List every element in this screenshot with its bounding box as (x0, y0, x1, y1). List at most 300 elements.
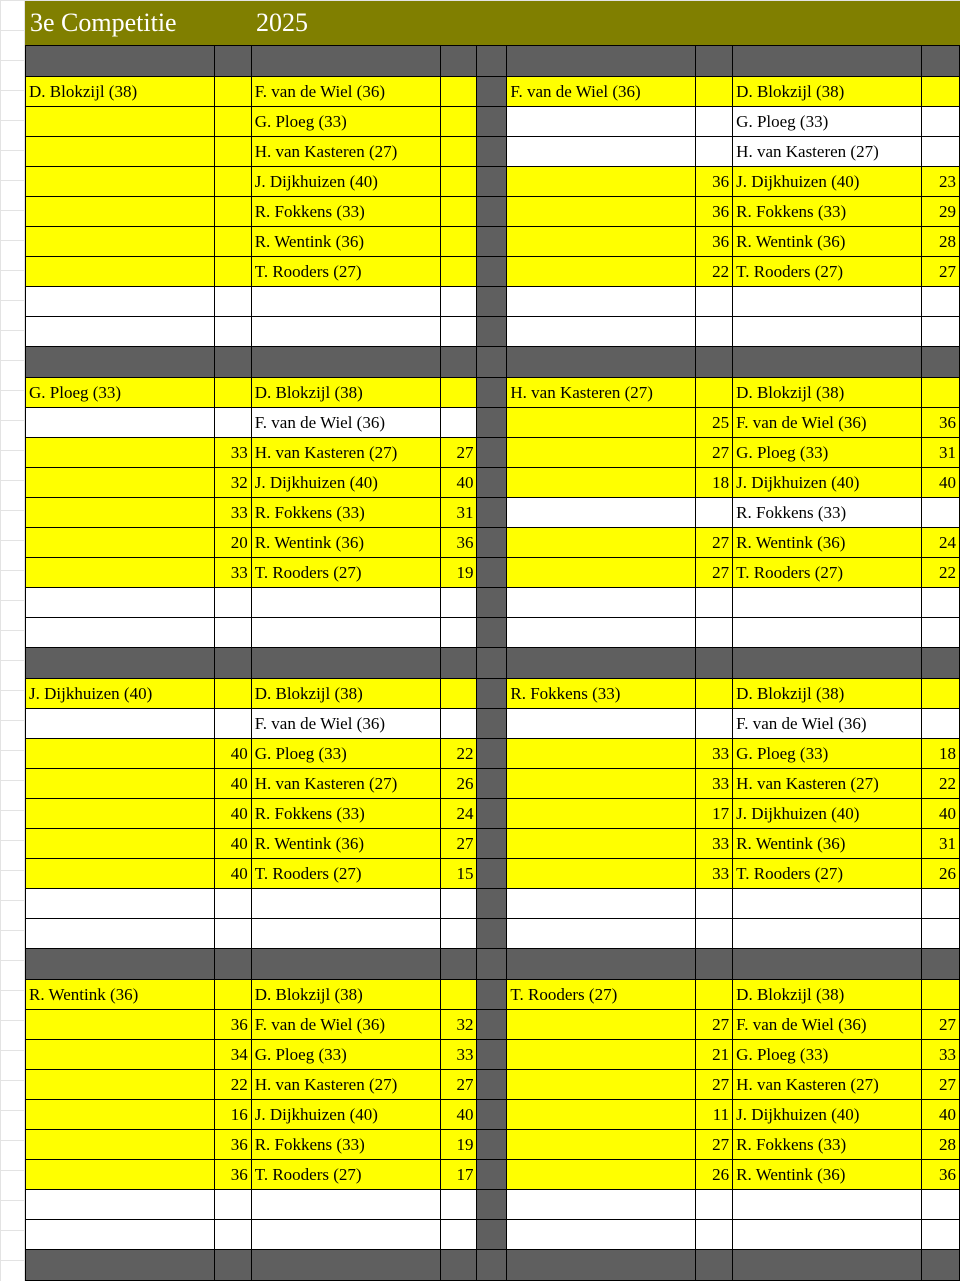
empty-cell[interactable] (507, 889, 696, 919)
opponent-cell[interactable]: F. van de Wiel (36) (733, 408, 922, 438)
opponent-score-cell[interactable]: 27 (440, 829, 477, 859)
player-cell[interactable] (507, 709, 696, 739)
player-score-cell[interactable] (696, 77, 733, 107)
empty-cell[interactable] (507, 588, 696, 618)
empty-cell[interactable] (251, 919, 440, 949)
opponent-score-cell[interactable]: 31 (922, 829, 960, 859)
opponent-score-cell[interactable]: 24 (922, 528, 960, 558)
player-cell[interactable] (507, 468, 696, 498)
player-cell[interactable] (507, 227, 696, 257)
empty-cell[interactable] (214, 588, 251, 618)
opponent-cell[interactable]: R. Fokkens (33) (251, 197, 440, 227)
player-score-cell[interactable]: 36 (214, 1160, 251, 1190)
opponent-score-cell[interactable]: 33 (440, 1040, 477, 1070)
player-score-cell[interactable] (696, 378, 733, 408)
player-cell[interactable] (26, 1160, 215, 1190)
empty-cell[interactable] (26, 588, 215, 618)
empty-cell[interactable] (214, 919, 251, 949)
empty-cell[interactable] (696, 889, 733, 919)
player-score-cell[interactable] (696, 709, 733, 739)
opponent-score-cell[interactable]: 33 (922, 1040, 960, 1070)
player-score-cell[interactable]: 26 (696, 1160, 733, 1190)
empty-cell[interactable] (507, 317, 696, 347)
player-cell[interactable] (26, 107, 215, 137)
player-cell[interactable] (26, 769, 215, 799)
opponent-score-cell[interactable] (440, 980, 477, 1010)
empty-cell[interactable] (507, 287, 696, 317)
player-score-cell[interactable] (214, 107, 251, 137)
player-cell[interactable] (507, 107, 696, 137)
opponent-score-cell[interactable] (922, 137, 960, 167)
empty-cell[interactable] (26, 287, 215, 317)
opponent-cell[interactable]: J. Dijkhuizen (40) (251, 1100, 440, 1130)
grid-row (26, 77, 960, 107)
empty-cell[interactable] (922, 618, 960, 648)
player-cell[interactable] (507, 438, 696, 468)
player-score-cell[interactable]: 36 (214, 1010, 251, 1040)
empty-cell[interactable] (26, 919, 215, 949)
opponent-cell[interactable]: R. Wentink (36) (251, 829, 440, 859)
opponent-score-cell[interactable]: 36 (440, 528, 477, 558)
opponent-score-cell[interactable]: 40 (440, 468, 477, 498)
player-score-cell[interactable] (214, 197, 251, 227)
player-cell[interactable] (507, 197, 696, 227)
opponent-cell[interactable]: D. Blokzijl (38) (733, 77, 922, 107)
empty-cell[interactable] (440, 889, 477, 919)
player-score-cell[interactable]: 33 (214, 498, 251, 528)
player-cell[interactable] (507, 859, 696, 889)
opponent-cell[interactable]: D. Blokzijl (38) (733, 378, 922, 408)
opponent-score-cell[interactable] (440, 679, 477, 709)
opponent-cell[interactable]: T. Rooders (27) (251, 1160, 440, 1190)
player-cell[interactable] (26, 1010, 215, 1040)
player-score-cell[interactable]: 33 (696, 859, 733, 889)
player-cell[interactable] (507, 408, 696, 438)
opponent-cell[interactable]: D. Blokzijl (38) (251, 378, 440, 408)
player-name-cell[interactable]: D. Blokzijl (38) (26, 77, 215, 107)
opponent-cell[interactable]: T. Rooders (27) (733, 558, 922, 588)
player-score-cell[interactable]: 22 (696, 257, 733, 287)
player-cell[interactable] (26, 197, 215, 227)
player-cell[interactable] (507, 829, 696, 859)
opponent-cell[interactable]: T. Rooders (27) (251, 558, 440, 588)
opponent-cell[interactable]: G. Ploeg (33) (733, 1040, 922, 1070)
opponent-cell[interactable]: F. van de Wiel (36) (251, 709, 440, 739)
player-score-cell[interactable] (214, 257, 251, 287)
empty-cell[interactable] (696, 588, 733, 618)
player-name-cell[interactable]: J. Dijkhuizen (40) (26, 679, 215, 709)
player-score-cell[interactable]: 40 (214, 799, 251, 829)
empty-cell[interactable] (922, 889, 960, 919)
empty-cell[interactable] (214, 1220, 251, 1250)
player-score-cell[interactable]: 40 (214, 859, 251, 889)
separator-cell (26, 347, 215, 378)
opponent-score-cell[interactable] (440, 378, 477, 408)
opponent-cell[interactable]: H. van Kasteren (27) (251, 438, 440, 468)
opponent-score-cell[interactable]: 40 (922, 799, 960, 829)
opponent-cell[interactable]: R. Fokkens (33) (251, 498, 440, 528)
opponent-cell[interactable]: J. Dijkhuizen (40) (251, 468, 440, 498)
player-score-cell[interactable]: 40 (214, 769, 251, 799)
player-cell[interactable] (26, 257, 215, 287)
player-cell[interactable] (507, 257, 696, 287)
player-score-cell[interactable]: 27 (696, 528, 733, 558)
opponent-cell[interactable]: H. van Kasteren (27) (733, 137, 922, 167)
player-score-cell[interactable] (214, 167, 251, 197)
player-name-cell[interactable]: T. Rooders (27) (507, 980, 696, 1010)
player-cell[interactable] (26, 528, 215, 558)
player-cell[interactable] (26, 799, 215, 829)
empty-cell[interactable] (440, 618, 477, 648)
opponent-cell[interactable]: J. Dijkhuizen (40) (733, 468, 922, 498)
player-score-cell[interactable]: 11 (696, 1100, 733, 1130)
empty-cell[interactable] (251, 588, 440, 618)
opponent-cell[interactable]: R. Wentink (36) (733, 227, 922, 257)
opponent-cell[interactable]: T. Rooders (27) (251, 257, 440, 287)
opponent-cell[interactable]: T. Rooders (27) (733, 257, 922, 287)
column-divider (477, 1190, 507, 1220)
opponent-score-cell[interactable]: 22 (922, 769, 960, 799)
empty-cell[interactable] (733, 317, 922, 347)
player-cell[interactable] (26, 558, 215, 588)
player-cell[interactable] (507, 769, 696, 799)
player-cell[interactable] (26, 829, 215, 859)
opponent-score-cell[interactable]: 15 (440, 859, 477, 889)
player-score-cell[interactable]: 36 (696, 227, 733, 257)
player-score-cell[interactable]: 33 (696, 769, 733, 799)
player-score-cell[interactable] (696, 679, 733, 709)
player-score-cell[interactable]: 33 (696, 739, 733, 769)
opponent-score-cell[interactable]: 27 (440, 438, 477, 468)
opponent-cell[interactable]: R. Wentink (36) (733, 1160, 922, 1190)
player-cell[interactable] (26, 438, 215, 468)
empty-cell[interactable] (214, 889, 251, 919)
player-score-cell[interactable] (214, 408, 251, 438)
opponent-cell[interactable]: T. Rooders (27) (251, 859, 440, 889)
opponent-cell[interactable]: R. Wentink (36) (251, 227, 440, 257)
empty-cell[interactable] (733, 287, 922, 317)
opponent-cell[interactable]: J. Dijkhuizen (40) (733, 167, 922, 197)
empty-cell[interactable] (922, 317, 960, 347)
opponent-score-cell[interactable] (922, 709, 960, 739)
opponent-cell[interactable]: G. Ploeg (33) (733, 739, 922, 769)
empty-cell[interactable] (440, 287, 477, 317)
opponent-score-cell[interactable] (922, 498, 960, 528)
player-score-cell[interactable]: 27 (696, 558, 733, 588)
opponent-cell[interactable]: D. Blokzijl (38) (733, 980, 922, 1010)
opponent-score-cell[interactable] (440, 107, 477, 137)
opponent-cell[interactable]: H. van Kasteren (27) (251, 1070, 440, 1100)
empty-cell[interactable] (440, 919, 477, 949)
player-cell[interactable] (26, 1070, 215, 1100)
opponent-score-cell[interactable]: 36 (922, 408, 960, 438)
opponent-score-cell[interactable]: 24 (440, 799, 477, 829)
player-score-cell[interactable]: 20 (214, 528, 251, 558)
opponent-score-cell[interactable] (922, 378, 960, 408)
opponent-cell[interactable]: H. van Kasteren (27) (733, 1070, 922, 1100)
opponent-score-cell[interactable]: 22 (440, 739, 477, 769)
player-score-cell[interactable]: 25 (696, 408, 733, 438)
empty-cell[interactable] (696, 287, 733, 317)
empty-cell[interactable] (26, 889, 215, 919)
player-cell[interactable] (507, 1130, 696, 1160)
empty-cell[interactable] (440, 1190, 477, 1220)
opponent-cell[interactable]: R. Wentink (36) (251, 528, 440, 558)
opponent-cell[interactable]: J. Dijkhuizen (40) (733, 1100, 922, 1130)
player-cell[interactable] (26, 1130, 215, 1160)
opponent-score-cell[interactable] (440, 709, 477, 739)
opponent-score-cell[interactable]: 40 (922, 1100, 960, 1130)
player-score-cell[interactable]: 33 (696, 829, 733, 859)
empty-cell[interactable] (922, 588, 960, 618)
player-cell[interactable] (26, 227, 215, 257)
player-score-cell[interactable]: 17 (696, 799, 733, 829)
player-cell[interactable] (26, 167, 215, 197)
player-score-cell[interactable] (696, 980, 733, 1010)
opponent-cell[interactable]: T. Rooders (27) (733, 859, 922, 889)
empty-cell[interactable] (26, 1220, 215, 1250)
empty-cell[interactable] (733, 919, 922, 949)
opponent-score-cell[interactable] (440, 77, 477, 107)
empty-cell[interactable] (26, 1190, 215, 1220)
grid-row (26, 528, 960, 558)
empty-cell[interactable] (733, 1190, 922, 1220)
opponent-cell[interactable]: D. Blokzijl (38) (251, 980, 440, 1010)
player-score-cell[interactable] (214, 679, 251, 709)
player-score-cell[interactable]: 36 (696, 197, 733, 227)
opponent-score-cell[interactable] (440, 137, 477, 167)
empty-cell[interactable] (251, 618, 440, 648)
opponent-score-cell[interactable]: 31 (440, 498, 477, 528)
player-score-cell[interactable]: 34 (214, 1040, 251, 1070)
player-score-cell[interactable]: 22 (214, 1070, 251, 1100)
empty-cell[interactable] (922, 1220, 960, 1250)
player-cell[interactable] (507, 167, 696, 197)
opponent-cell[interactable]: G. Ploeg (33) (251, 1040, 440, 1070)
empty-cell[interactable] (440, 1220, 477, 1250)
opponent-cell[interactable]: H. van Kasteren (27) (733, 769, 922, 799)
player-cell[interactable] (26, 739, 215, 769)
opponent-score-cell[interactable]: 19 (440, 558, 477, 588)
player-score-cell[interactable]: 27 (696, 1010, 733, 1040)
empty-cell[interactable] (922, 919, 960, 949)
opponent-score-cell[interactable] (922, 107, 960, 137)
player-score-cell[interactable]: 16 (214, 1100, 251, 1130)
opponent-cell[interactable]: H. van Kasteren (27) (251, 137, 440, 167)
player-score-cell[interactable]: 40 (214, 829, 251, 859)
player-score-cell[interactable]: 27 (696, 1070, 733, 1100)
opponent-cell[interactable]: F. van de Wiel (36) (733, 1010, 922, 1040)
player-score-cell[interactable]: 32 (214, 468, 251, 498)
opponent-score-cell[interactable]: 27 (922, 257, 960, 287)
player-score-cell[interactable]: 18 (696, 468, 733, 498)
opponent-cell[interactable]: D. Blokzijl (38) (733, 679, 922, 709)
empty-cell[interactable] (251, 317, 440, 347)
separator-row (26, 347, 960, 378)
player-cell[interactable] (26, 1100, 215, 1130)
opponent-cell[interactable]: R. Fokkens (33) (733, 197, 922, 227)
player-cell[interactable] (507, 1010, 696, 1040)
opponent-score-cell[interactable]: 40 (922, 468, 960, 498)
column-divider (477, 197, 507, 227)
player-score-cell[interactable]: 33 (214, 438, 251, 468)
player-cell[interactable] (26, 709, 215, 739)
opponent-cell[interactable]: F. van de Wiel (36) (733, 709, 922, 739)
player-score-cell[interactable] (214, 227, 251, 257)
player-cell[interactable] (507, 799, 696, 829)
opponent-score-cell[interactable]: 26 (922, 859, 960, 889)
opponent-score-cell[interactable] (440, 197, 477, 227)
opponent-cell[interactable]: J. Dijkhuizen (40) (733, 799, 922, 829)
opponent-score-cell[interactable] (922, 77, 960, 107)
opponent-score-cell[interactable]: 22 (922, 558, 960, 588)
opponent-score-cell[interactable]: 26 (440, 769, 477, 799)
empty-cell[interactable] (696, 317, 733, 347)
player-name-cell[interactable]: G. Ploeg (33) (26, 378, 215, 408)
opponent-cell[interactable]: G. Ploeg (33) (733, 438, 922, 468)
player-cell[interactable] (507, 498, 696, 528)
separator-cell (507, 648, 696, 679)
player-score-cell[interactable] (696, 107, 733, 137)
opponent-score-cell[interactable] (440, 227, 477, 257)
opponent-cell[interactable]: G. Ploeg (33) (251, 107, 440, 137)
player-cell[interactable] (507, 739, 696, 769)
empty-cell[interactable] (696, 1190, 733, 1220)
player-score-cell[interactable] (214, 980, 251, 1010)
empty-cell[interactable] (696, 919, 733, 949)
opponent-score-cell[interactable]: 32 (440, 1010, 477, 1040)
opponent-cell[interactable]: H. van Kasteren (27) (251, 769, 440, 799)
opponent-cell[interactable]: R. Fokkens (33) (733, 498, 922, 528)
player-cell[interactable] (507, 1040, 696, 1070)
player-cell[interactable] (507, 1070, 696, 1100)
opponent-cell[interactable]: R. Wentink (36) (733, 528, 922, 558)
player-cell[interactable] (507, 528, 696, 558)
opponent-score-cell[interactable]: 31 (922, 438, 960, 468)
player-name-cell[interactable]: R. Wentink (36) (26, 980, 215, 1010)
empty-cell[interactable] (696, 1220, 733, 1250)
opponent-score-cell[interactable]: 23 (922, 167, 960, 197)
player-cell[interactable] (507, 1100, 696, 1130)
opponent-cell[interactable]: R. Fokkens (33) (733, 1130, 922, 1160)
opponent-cell[interactable]: R. Fokkens (33) (251, 1130, 440, 1160)
opponent-score-cell[interactable]: 18 (922, 739, 960, 769)
player-name-cell[interactable]: R. Fokkens (33) (507, 679, 696, 709)
opponent-score-cell[interactable] (440, 167, 477, 197)
empty-cell[interactable] (251, 287, 440, 317)
opponent-score-cell[interactable]: 40 (440, 1100, 477, 1130)
opponent-score-cell[interactable]: 27 (922, 1070, 960, 1100)
column-divider (477, 528, 507, 558)
empty-cell[interactable] (26, 618, 215, 648)
opponent-cell[interactable]: R. Fokkens (33) (251, 799, 440, 829)
empty-cell[interactable] (507, 919, 696, 949)
empty-cell[interactable] (251, 1220, 440, 1250)
separator-cell (507, 347, 696, 378)
player-cell[interactable] (26, 408, 215, 438)
empty-cell[interactable] (733, 618, 922, 648)
player-cell[interactable] (507, 137, 696, 167)
empty-cell[interactable] (733, 588, 922, 618)
column-divider (477, 227, 507, 257)
player-score-cell[interactable] (214, 378, 251, 408)
empty-cell[interactable] (507, 618, 696, 648)
column-divider (477, 1160, 507, 1190)
opponent-score-cell[interactable]: 27 (922, 1010, 960, 1040)
player-cell[interactable] (26, 468, 215, 498)
player-cell[interactable] (507, 558, 696, 588)
empty-cell[interactable] (440, 317, 477, 347)
player-score-cell[interactable]: 40 (214, 739, 251, 769)
opponent-cell[interactable]: R. Wentink (36) (733, 829, 922, 859)
empty-cell[interactable] (733, 889, 922, 919)
player-cell[interactable] (507, 1160, 696, 1190)
opponent-cell[interactable]: D. Blokzijl (38) (251, 679, 440, 709)
player-score-cell[interactable] (214, 709, 251, 739)
player-score-cell[interactable]: 21 (696, 1040, 733, 1070)
column-divider (477, 739, 507, 769)
player-name-cell[interactable]: H. van Kasteren (27) (507, 378, 696, 408)
empty-cell[interactable] (251, 1190, 440, 1220)
player-cell[interactable] (26, 137, 215, 167)
empty-cell[interactable] (696, 618, 733, 648)
player-score-cell[interactable] (696, 137, 733, 167)
empty-cell[interactable] (922, 287, 960, 317)
player-cell[interactable] (26, 498, 215, 528)
player-score-cell[interactable]: 27 (696, 438, 733, 468)
empty-cell[interactable] (507, 1220, 696, 1250)
player-name-cell[interactable]: F. van de Wiel (36) (507, 77, 696, 107)
opponent-score-cell[interactable]: 19 (440, 1130, 477, 1160)
player-cell[interactable] (26, 1040, 215, 1070)
opponent-score-cell[interactable]: 28 (922, 1130, 960, 1160)
player-cell[interactable] (26, 859, 215, 889)
player-score-cell[interactable]: 36 (214, 1130, 251, 1160)
opponent-score-cell[interactable]: 27 (440, 1070, 477, 1100)
opponent-cell[interactable]: F. van de Wiel (36) (251, 77, 440, 107)
empty-cell[interactable] (214, 287, 251, 317)
player-score-cell[interactable] (214, 77, 251, 107)
opponent-cell[interactable]: F. van de Wiel (36) (251, 408, 440, 438)
opponent-cell[interactable]: F. van de Wiel (36) (251, 1010, 440, 1040)
player-score-cell[interactable]: 27 (696, 1130, 733, 1160)
player-score-cell[interactable]: 33 (214, 558, 251, 588)
empty-cell[interactable] (507, 1190, 696, 1220)
player-score-cell[interactable] (696, 498, 733, 528)
opponent-score-cell[interactable] (922, 679, 960, 709)
empty-cell[interactable] (214, 1190, 251, 1220)
opponent-score-cell[interactable] (440, 408, 477, 438)
empty-cell[interactable] (214, 618, 251, 648)
opponent-cell[interactable]: G. Ploeg (33) (251, 739, 440, 769)
empty-cell[interactable] (214, 317, 251, 347)
opponent-cell[interactable]: G. Ploeg (33) (733, 107, 922, 137)
player-score-cell[interactable] (214, 137, 251, 167)
opponent-score-cell[interactable]: 29 (922, 197, 960, 227)
empty-cell[interactable] (26, 317, 215, 347)
opponent-score-cell[interactable]: 28 (922, 227, 960, 257)
empty-cell[interactable] (440, 588, 477, 618)
opponent-cell[interactable]: J. Dijkhuizen (40) (251, 167, 440, 197)
player-score-cell[interactable]: 36 (696, 167, 733, 197)
opponent-score-cell[interactable] (440, 257, 477, 287)
opponent-score-cell[interactable]: 36 (922, 1160, 960, 1190)
opponent-score-cell[interactable] (922, 980, 960, 1010)
empty-cell[interactable] (922, 1190, 960, 1220)
empty-cell[interactable] (733, 1220, 922, 1250)
empty-cell[interactable] (251, 889, 440, 919)
opponent-score-cell[interactable]: 17 (440, 1160, 477, 1190)
